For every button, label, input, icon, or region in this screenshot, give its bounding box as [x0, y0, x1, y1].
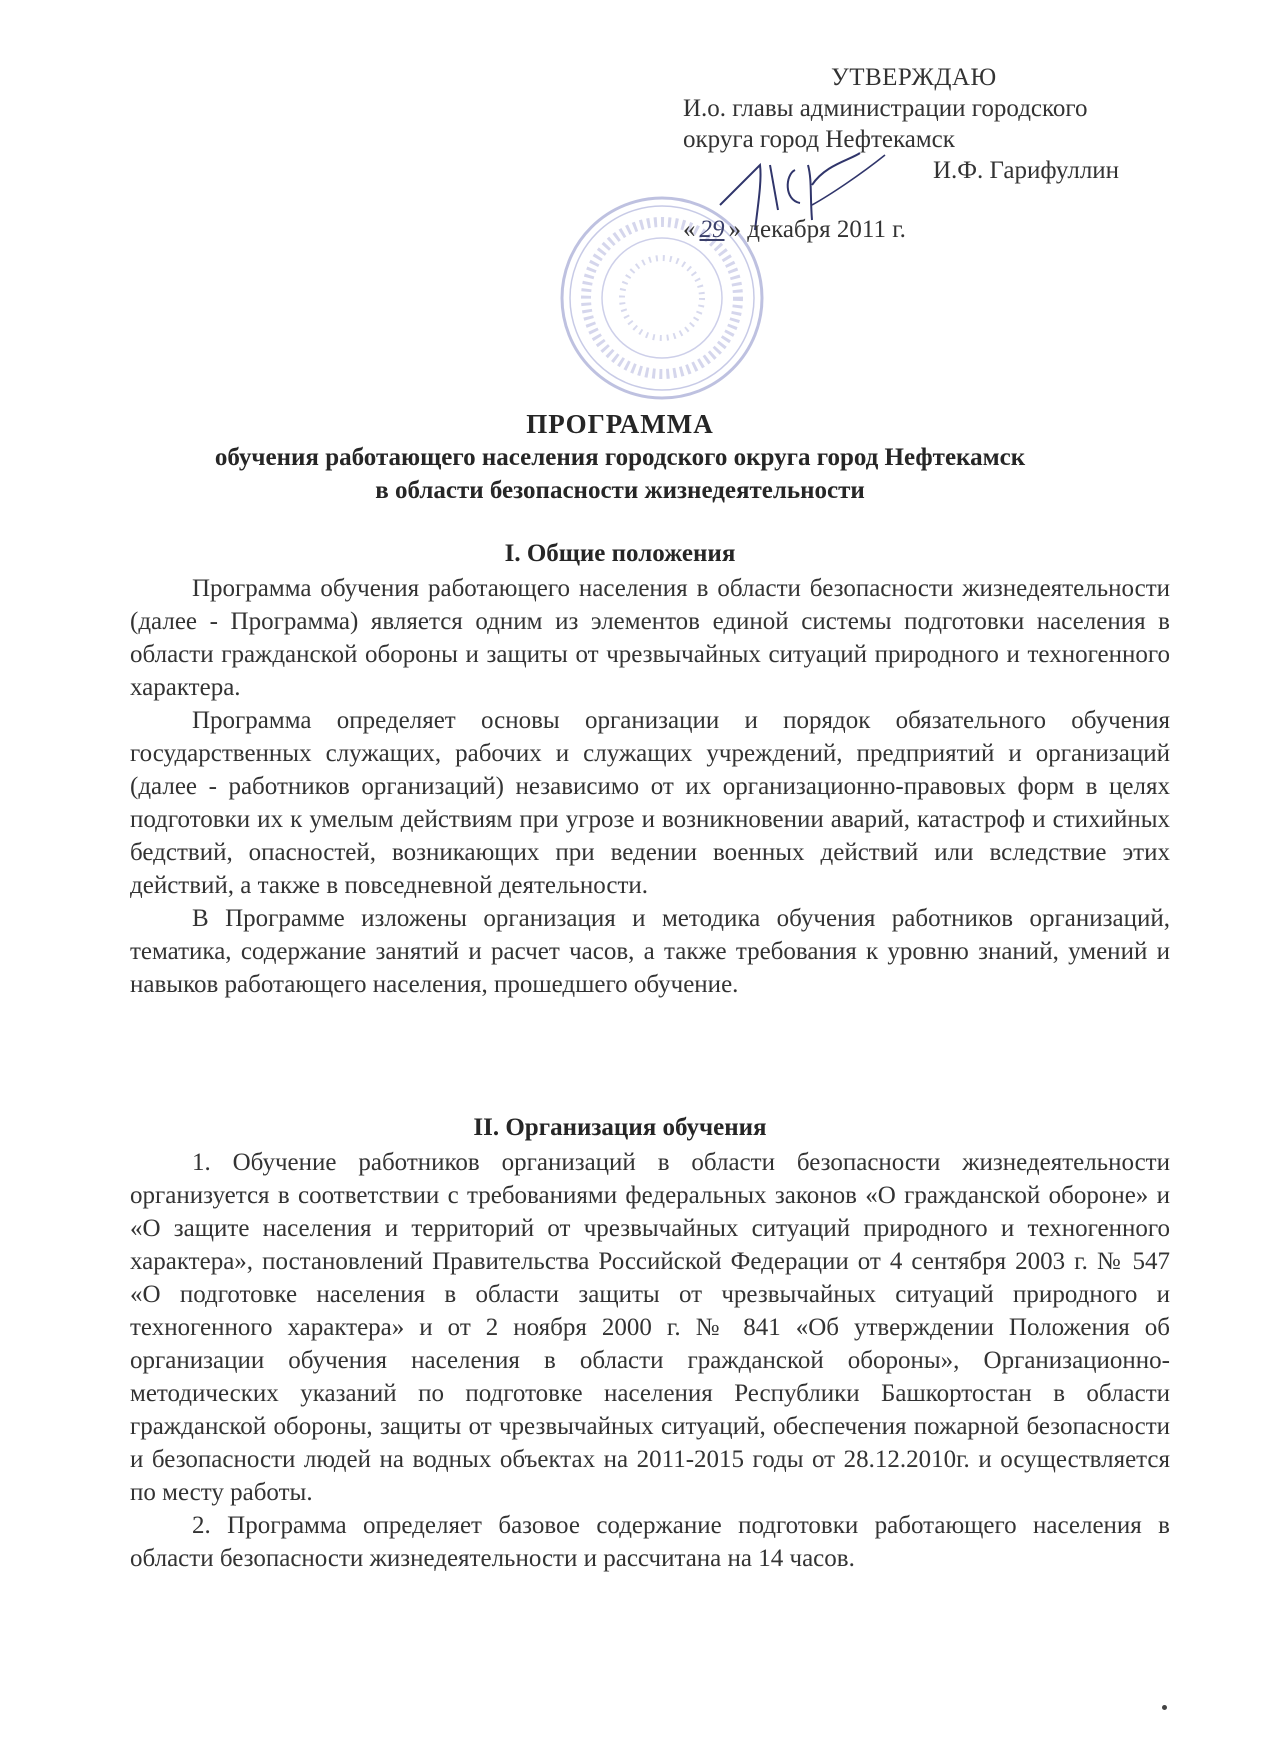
section-1-paragraph-3: В Программе изложены организация и методика обучения работников организаций, тематика, содержание занятий и расчет часов, а также требования к уровню знаний, умений и навыков работающего населения, прошедшего обучение. — [130, 905, 1170, 998]
section-1-paragraph-2: Программа определяет основы организации и порядок обязательного обучения государственных служащих, рабочих и служащих учреждений, предприятий и организаций (далее - работников организаций) независимо от их организационно-правовых форм в целях подготовки их к умелым действиям при угрозе и возникновении аварий, катастроф и стихийных бедствий, опасностей, возникающих при ведении военных действий или вследствие этих действий, а также в повседневной деятельности. — [130, 707, 1170, 899]
document-subtitle-line-1: обучения работающего населения городского округа город Нефтекамск — [214, 444, 1026, 471]
section-2-paragraph-2: 2. Программа определяет базовое содержание подготовки работающего населения в области безопасности жизнедеятельности и рассчитана на 14 часов. — [130, 1512, 1170, 1572]
approval-block — [683, 62, 1203, 245]
section-2-body — [130, 1146, 1170, 1575]
date-month-year: » декабря 2011 г. — [728, 216, 906, 243]
approver-name: И.Ф. Гарифуллин — [933, 157, 1120, 184]
section-1-paragraph-1: Программа обучения работающего населения в области безопасности жизнедеятельности (далее - Программа) является одним из элементов единой системы подготовки населения в области гражданской обороны и защиты от чрезвычайных ситуаций природного и техногенного характера. — [130, 575, 1170, 701]
section-2-paragraph-1: 1. Обучение работников организаций в области безопасности жизнедеятельности организуется в соответствии с требованиями федеральных законов «О гражданской обороне» и «О защите населения и территорий от чрезвычайных ситуаций природного и техногенного характера», постановлений Правительства Российской Федерации от 4 сентября 2003 г. № 547 «О подготовке населения в области защиты от чрезвычайных ситуаций природного и техногенного характера» и от 2 ноября 2000 г. № 841 «Об утверждении Положения об организации обучения населения в области гражданской обороны», Организационно-методических указаний по подготовке населения Республики Башкортостан в области гражданской обороны, защиты от чрезвычайных ситуаций, обеспечения пожарной безопасности и безопасности людей на водных объектах на 2011-2015 годы от 28.12.2010г. и осуществляется по месту работы. — [130, 1149, 1170, 1506]
document-subtitle-line-2: в области безопасности жизнедеятельности — [375, 477, 865, 504]
section-2-heading: II. Организация обучения — [473, 1114, 767, 1141]
approval-heading: УТВЕРЖДАЮ — [831, 64, 997, 91]
scan-dot-mark — [1162, 1705, 1167, 1710]
date-day-handwritten: 29 — [699, 216, 725, 243]
section-1-body — [130, 572, 1170, 1001]
section-1-heading: I. Общие положения — [504, 540, 736, 567]
document-title-block — [110, 407, 1130, 507]
approval-date — [683, 214, 1203, 245]
document-title: ПРОГРАММА — [526, 409, 714, 439]
approver-position-line-1: И.о. главы администрации городского — [683, 95, 1088, 122]
date-open-quote: « — [683, 216, 696, 243]
approver-position-line-2: округа город Нефтекамск — [683, 126, 955, 153]
